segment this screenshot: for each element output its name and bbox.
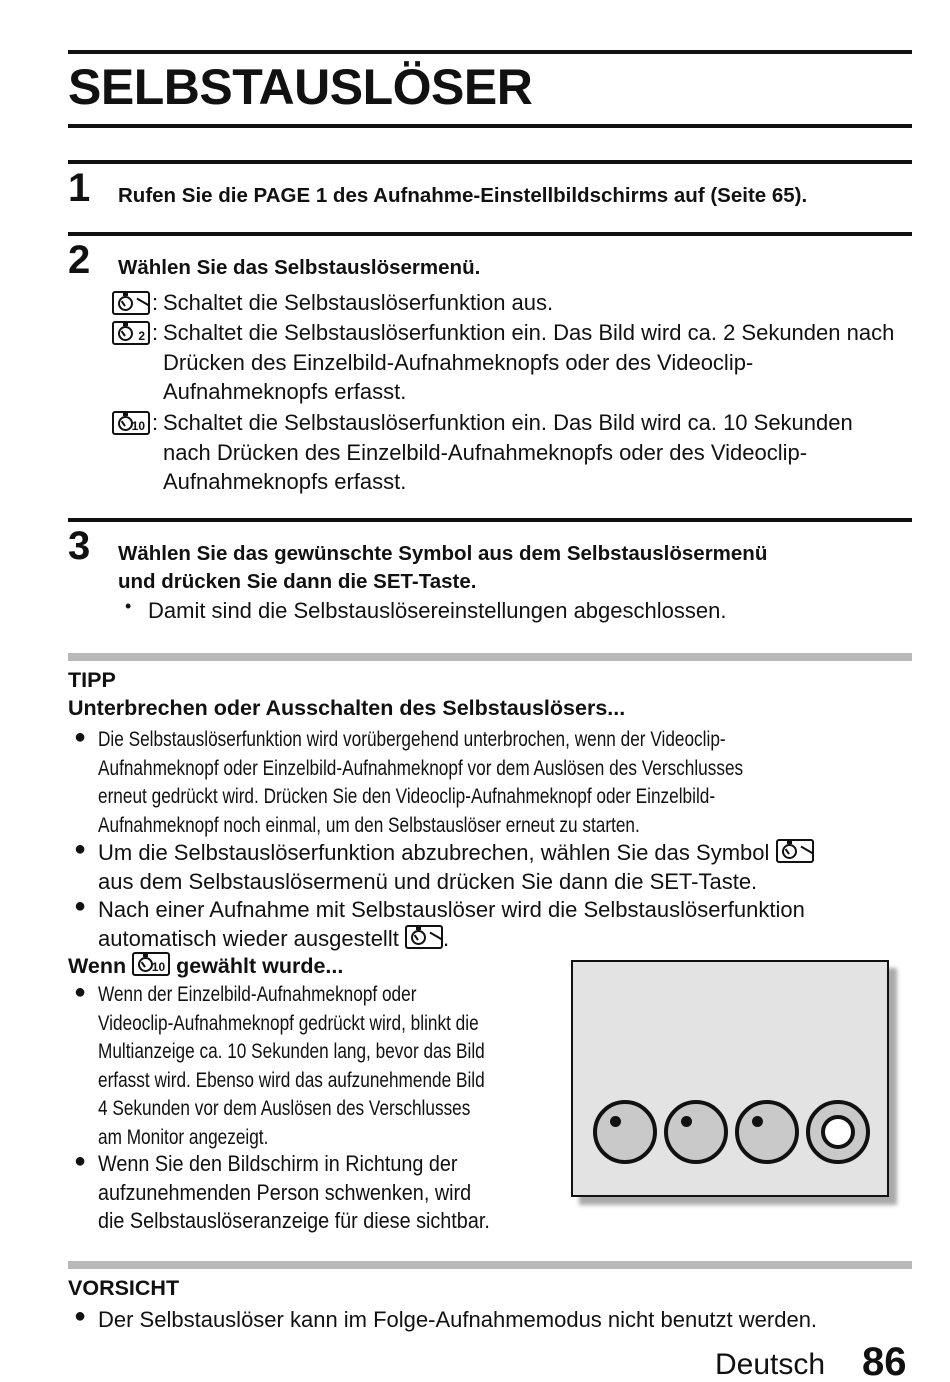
step-2-rule [68,232,912,236]
page-number: 86 [862,1340,907,1382]
timer-indicator-1 [593,1100,657,1164]
step-3-heading-line1: Wählen Sie das gewünschte Symbol aus dem Selbstauslösermenü [118,542,768,565]
vorsicht-rule [68,1261,912,1269]
step-1-heading: Rufen Sie die PAGE 1 des Aufnahme-Einstellbildschirms auf (Seite 65). [118,184,808,207]
tipp-rule [68,653,912,661]
step-1-rule [68,160,912,164]
title-rule [68,124,912,128]
self-timer-10s-icon: 10 [112,411,150,435]
monitor-illustration [571,960,889,1197]
self-timer-10s-icon: 10 [132,952,170,976]
option-timer-2s-text: Schaltet die Selbstauslöserfunktion ein. Das Bild wird ca. 2 Sekunden nach Drücken des Einzelbild-Aufnahmeknopfs oder des Videoclip-Aufnahmeknopfs erfasst. [163,320,895,404]
step-1-number: 1 [68,166,91,210]
tipp-heading: Unterbrechen oder Ausschalten des Selbstauslösers... [68,696,626,720]
tipp-label: TIPP [68,668,116,692]
self-timer-2s-icon: 2 [112,321,150,345]
step-3-rule [68,518,912,522]
option-timer-10s-text: Schaltet die Selbstauslöserfunktion ein. Das Bild wird ca. 10 Sekunden nach Drücken des Einzelbild-Aufnahmeknopfs oder des Videoclip-Aufnahmeknopfs erfasst. [163,410,853,494]
step-2-number: 2 [68,238,91,282]
step-3-heading-line2: und drücken Sie dann die SET-Taste. [118,570,477,593]
self-timer-off-icon [776,839,814,863]
step-2-heading: Wählen Sie das Selbstauslösermenü. [118,256,481,279]
step-3-bullet: • [125,596,132,616]
self-timer-off-icon [405,925,443,949]
timer-indicator-4 [806,1100,870,1164]
timer-indicator-3 [735,1100,799,1164]
option-timer-2s: 2 : Schaltet die Selbstauslöserfunktion ein. Das Bild wird ca. 2 Sekunden nach Drücken des Einzelbild-Aufnahmeknopfs oder des Videoclip-Aufnahmeknopfs erfasst. [112,318,902,407]
footer-language: Deutsch [715,1348,826,1381]
step-3-note: Damit sind die Selbstauslösereinstellungen abgeschlossen. [148,598,727,623]
option-timer-10s: 10 : Schaltet die Selbstauslöserfunktion ein. Das Bild wird ca. 10 Sekunden nach Drücken des Einzelbild-Aufnahmeknopfs oder des Videoclip-Aufnahmeknopfs erfasst. [112,408,902,497]
page-title: SELBSTAUSLÖSER [68,59,533,115]
step-3-number: 3 [68,524,91,568]
tipp-sub-heading: Wenn 10 gewählt wurde... [68,954,344,978]
option-timer-off-text: Schaltet die Selbstauslöserfunktion aus. [163,290,554,315]
option-timer-off: : Schaltet die Selbstauslöserfunktion aus. [112,288,902,318]
self-timer-off-icon [112,291,150,315]
vorsicht-label: VORSICHT [68,1276,180,1300]
timer-indicator-2 [664,1100,728,1164]
top-rule [68,50,912,54]
